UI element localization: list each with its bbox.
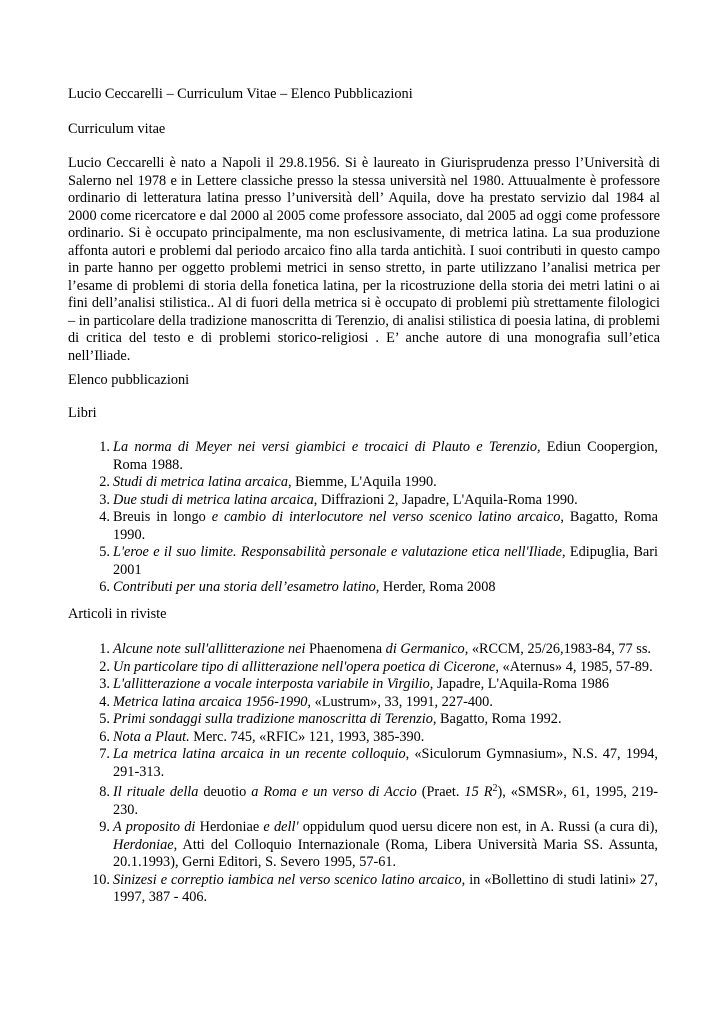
publications-heading: Elenco pubblicazioni: [68, 372, 190, 388]
article-item: [68, 659, 658, 677]
book-title: Due studi di metrica latina arcaica: [113, 491, 314, 508]
cv-paragraph: Lucio Ceccarelli è nato a Napoli il 29.8.1956. Si è laureato in Giurisprudenza presso l’Università di Salerno nel 1978 e in Lettere classiche presso la stessa università nel 1980. Attuualmente è professore ordinario di letteratura latina presso l’università dell’ Aquila, dove ha prestato servizio dal 1984 al 2000 come ricercatore e dal 2000 al 2005 come professore associato, dal 2005 ad oggi come professore ordinario. Si è occupato principalmente, ma non esclusivamente, di metrica latina. La sua produzione affonta autori e problemi dal periodo arcaico fino alla tarda antichità. I suoi contributi in questo campo in parte hanno per oggetto problemi metrici in senso stretto, in parte utilizzano l’analisi metrica per l’esame di problemi di storia della fonetica latina, per la ricostruzione della storia dei metri latini o ai fini dell’analisi stilistica.. Al di fuori della metrica si è occupato di problemi più strettamente filologici – in particolare della tradizione manoscritta di Terenzio, di analisi stilistica di poesia latina, di problemi di critica del testo e di problemi storico-religiosi . E’ anche autore di una monografia sull’etica nell’Iliade.: [68, 155, 660, 364]
item-number: 10.: [92, 871, 110, 888]
article-title-part: a Roma e un verso di Accio: [246, 784, 417, 800]
article-title-part: di Germanico,: [385, 641, 469, 657]
book-title: Contributi per una storia dell’esametro latino,: [113, 579, 380, 595]
item-number: 7.: [99, 746, 110, 762]
books-heading: Libri: [68, 405, 97, 421]
articles-heading: Articoli in riviste: [68, 606, 167, 622]
item-number: 6.: [99, 579, 110, 595]
item-number: 3.: [99, 676, 110, 692]
item-number: 4.: [99, 509, 110, 525]
book-item: [68, 544, 658, 579]
book-publisher: , Diffrazioni 2, Japadre, L'Aquila-Roma 1990.: [313, 491, 578, 508]
article-source: «RCCM, 25/26,1983-84, 77 ss.: [468, 641, 651, 657]
books-list: [68, 439, 658, 597]
article-source: , Japadre, L'Aquila-Roma 1986: [429, 676, 610, 692]
book-publisher: Ediun Coopergion, Roma 1988.: [113, 439, 658, 473]
article-item: [68, 711, 658, 729]
article-title: Metrica latina arcaica 1956-1990,: [113, 693, 312, 710]
article-title-part: Herdoniae: [113, 836, 174, 853]
item-number: 5.: [99, 711, 110, 727]
book-publisher: , Bagatto, Roma 1990.: [113, 509, 658, 543]
superscript: 2: [492, 783, 498, 794]
article-title-part: Herdoniae: [195, 819, 264, 835]
article-source: ), «SMSR», 61, 1995, 219-230.: [113, 784, 659, 818]
book-title: e cambio di interlocutore nel verso scenico latino arcaico: [211, 509, 561, 525]
book-item: [68, 492, 658, 510]
article-source: , «Siculorum Gymnasium», N.S. 47, 1994, 291-313.: [113, 746, 658, 780]
item-number: 1.: [99, 641, 110, 657]
item-number: 4.: [99, 693, 110, 710]
article-title: A proposito di: [113, 819, 196, 835]
article-title: Il rituale della: [113, 784, 204, 800]
article-source: , Bagatto, Roma 1992.: [432, 711, 562, 727]
article-title: La metrica latina arcaica in un recente colloquio: [113, 746, 406, 762]
book-publisher: Herder, Roma 2008: [379, 579, 496, 595]
article-source: «Lustrum», 33, 1991, 227-400.: [311, 693, 493, 710]
item-number: 2.: [99, 658, 110, 675]
book-item: [68, 509, 658, 544]
article-item: [68, 781, 658, 819]
article-source: , Atti del Colloquio Internazionale (Roma, Libera Università Maria SS. Assunta, 20.1.1993), Gerni Editori, S. Severo 1995, 57-61.: [113, 836, 658, 870]
article-item: [68, 819, 658, 872]
book-title: La norma di Meyer nei versi giambici e trocaici di Plauto e Terenzio,: [113, 439, 541, 455]
book-title-part: Breuis in longo: [113, 509, 212, 525]
article-title: Primi sondaggi sulla tradizione manoscritta di Terenzio: [113, 711, 433, 727]
book-item: [68, 474, 658, 492]
article-item: [68, 641, 658, 659]
article-item: [68, 676, 658, 694]
item-number: 9.: [99, 819, 110, 835]
book-item: [68, 439, 658, 474]
book-publisher: , Edipuglia, Bari 2001: [113, 544, 658, 578]
article-reference-italic: 15 R: [464, 784, 493, 800]
article-title-part: oppidulum quod uersu dicere non est, in A. Russi (a cura di),: [298, 819, 658, 835]
article-title: Alcune note sull'allitterazione nei: [113, 641, 306, 657]
article-title-part: Phaenomena: [305, 641, 386, 657]
article-item: [68, 729, 658, 747]
article-title: Nota a Plaut.: [113, 728, 190, 745]
book-title: Studi di metrica latina arcaica: [113, 474, 288, 490]
book-item: [68, 579, 658, 597]
item-number: 8.: [99, 784, 110, 800]
cv-heading: Curriculum vitae: [68, 121, 166, 137]
item-number: 5.: [99, 544, 110, 560]
article-source: Merc. 745, «RFIC» 121, 1993, 385-390.: [189, 728, 425, 745]
item-number: 6.: [99, 728, 110, 745]
article-source: , in «Bollettino di studi latini» 27, 1997, 387 - 406.: [113, 871, 658, 905]
article-item: [68, 694, 658, 712]
article-reference: (Praet.: [416, 784, 465, 800]
article-item: [68, 746, 658, 781]
article-title-part: e dell': [263, 819, 299, 835]
book-title: L'eroe e il suo limite. Responsabilità personale e valutazione etica nell'Iliade: [113, 544, 562, 560]
item-number: 1.: [99, 439, 110, 455]
article-source: , «Aternus» 4, 1985, 57-89.: [495, 658, 653, 675]
article-title: Un particolare tipo di allitterazione nell'opera poetica di Cicerone: [113, 658, 496, 675]
item-number: 2.: [99, 474, 110, 490]
item-number: 3.: [99, 491, 110, 508]
article-title-part: deuotio: [203, 784, 247, 800]
book-publisher: , Biemme, L'Aquila 1990.: [287, 474, 437, 490]
article-item: [68, 872, 658, 907]
article-title: L'allitterazione a vocale interposta variabile in Virgilio: [113, 676, 430, 692]
article-title: Sinizesi e correptio iambica nel verso scenico latino arcaico: [113, 871, 462, 888]
articles-list: [68, 641, 658, 907]
document-header: Lucio Ceccarelli – Curriculum Vitae – Elenco Pubblicazioni: [68, 86, 413, 102]
